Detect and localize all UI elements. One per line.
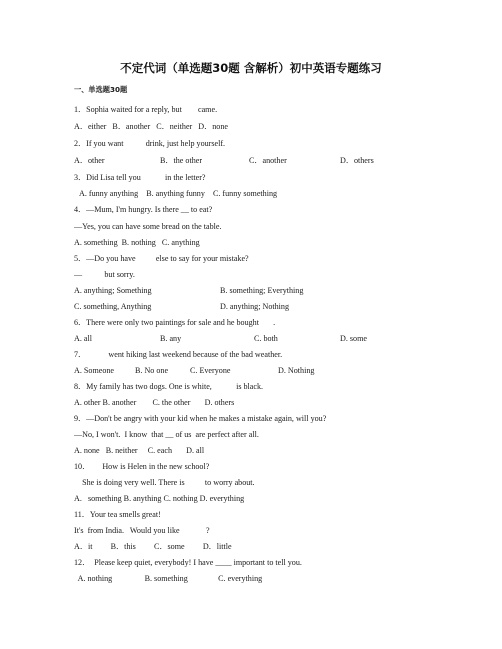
text-line: 4．—Mum, I'm hungry. Is there __ to eat? xyxy=(74,205,213,214)
text-line: 11．Your tea smells great! xyxy=(74,510,161,519)
text-line: A. something B. nothing C. anything xyxy=(74,238,200,247)
section-heading: 一、单选题30题 xyxy=(74,85,128,94)
text-line: 9．—Don't be angry with your kid when he makes a mistake again, will you? xyxy=(74,414,327,423)
text-line: A. other B. another C. the other D. others xyxy=(74,398,235,407)
text-line: A. something B. anything C. nothing D. everything xyxy=(74,494,245,503)
text-line: A. all xyxy=(74,334,92,343)
text-line: —No, I won't. I know that __ of us are perfect after all. xyxy=(74,430,259,439)
text-line: 6．There were only two paintings for sale and he bought . xyxy=(74,318,276,327)
text-line: C. both xyxy=(254,334,278,343)
text-line: C. Everyone xyxy=(190,366,231,375)
text-line: A．other xyxy=(74,156,105,165)
text-line: —Yes, you can have some bread on the table. xyxy=(74,222,222,231)
text-line: B．the other xyxy=(160,156,203,165)
text-line: A. funny anything B. anything funny C. funny something xyxy=(79,189,278,198)
text-line: D. Nothing xyxy=(278,366,315,375)
text-line: A. nothing B. something C. everything xyxy=(74,574,263,583)
text-line: 1．Sophia waited for a reply, but came. xyxy=(74,105,218,114)
text-line: A．either B．another C．neither D．none xyxy=(74,122,228,131)
text-line: B. something; Everything xyxy=(220,286,304,295)
text-line: D. some xyxy=(340,334,367,343)
text-line: C. something, Anything xyxy=(74,302,152,311)
text-line: 8．My family has two dogs. One is white, is black. xyxy=(74,382,264,391)
text-line: 3．Did Lisa tell you in the letter? xyxy=(74,173,206,182)
text-line: 10． How is Helen in the new school? xyxy=(74,462,210,471)
text-line: She is doing very well. There is to worry about. xyxy=(74,478,255,487)
text-line: A. Someone xyxy=(74,366,115,375)
text-line: — but sorry. xyxy=(74,270,135,279)
text-line: 12． Please keep quiet, everybody! I have ____ important to tell you. xyxy=(74,558,302,567)
text-line: It's from India. Would you like ? xyxy=(74,526,210,535)
text-line: B. No one xyxy=(135,366,169,375)
text-line: 2．If you want drink, just help yourself. xyxy=(74,139,226,148)
text-line: A. anything; Something xyxy=(74,286,152,295)
text-line: B. any xyxy=(160,334,182,343)
page-title: 不定代词（单选题30题 含解析）初中英语专题练习 xyxy=(120,61,382,75)
text-line: A．it B．this C．some D．little xyxy=(74,542,232,551)
text-line: C．another xyxy=(249,156,287,165)
text-line: D．others xyxy=(340,156,374,165)
text-line: 5．—Do you have else to say for your mistake? xyxy=(74,254,249,263)
text-line: A. none B. neither C. each D. all xyxy=(74,446,205,455)
text-line: 7． went hiking last weekend because of the bad weather. xyxy=(74,350,283,359)
text-line: D. anything; Nothing xyxy=(220,302,290,311)
